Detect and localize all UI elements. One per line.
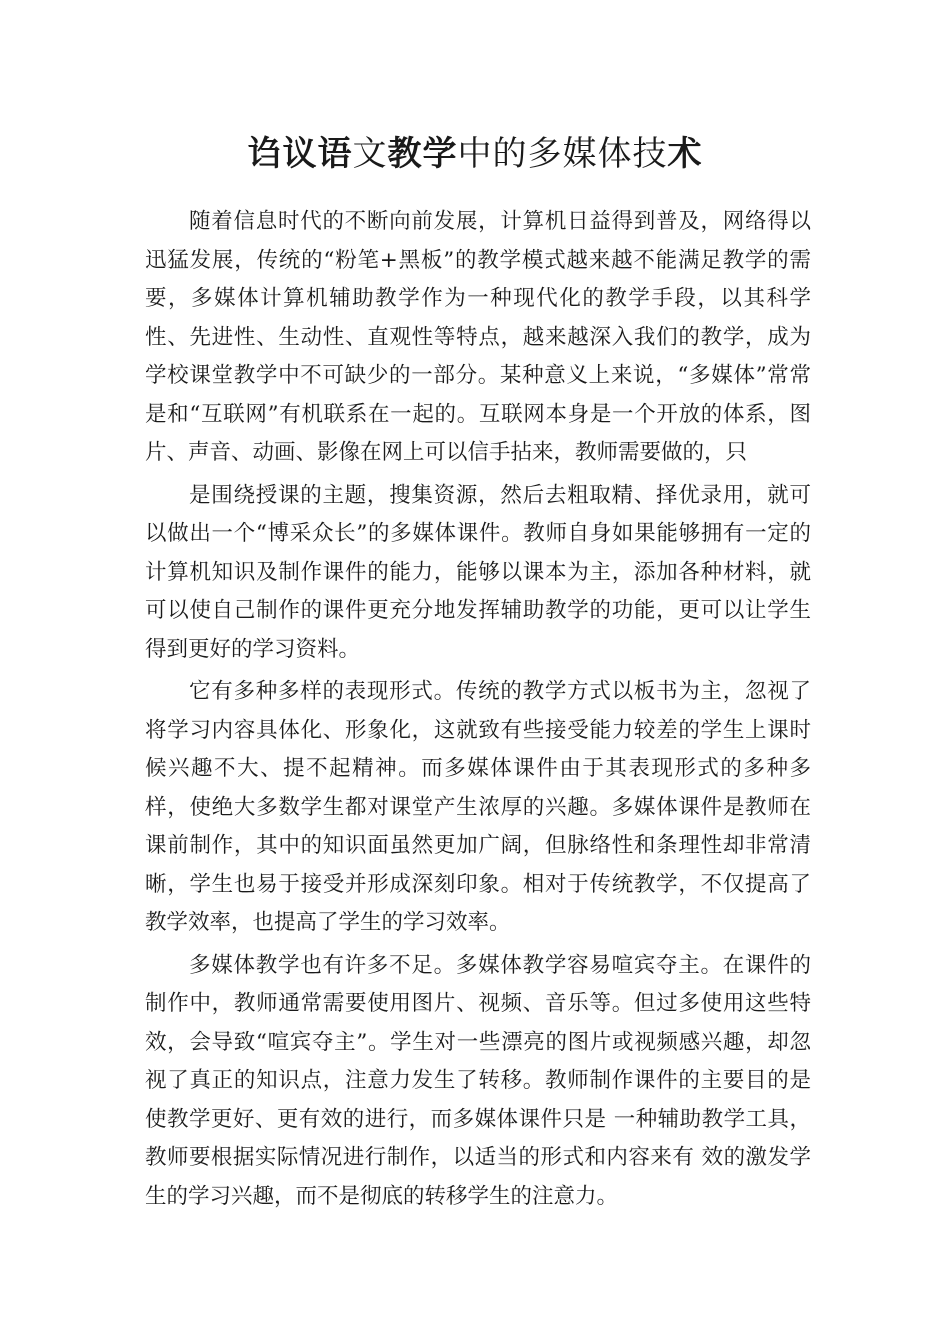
paragraph-3: 它有多种多样的表现形式。传统的教学方式以板书为主，忽视了将学习内容具体化、形象化，这就致有些接受能力较差的学生上课时候兴趣不大、提不起精神。而多媒体课件由于其表现形式的多种多样，使绝大多数学生都对课堂产生浓厚的兴趣。多媒体课件是教师在课前制作，其中的知识面虽然更加广阔，但脉络性和条理性却非常清晰，学生也易于接受并形成深刻印象。相对于传统教学，不仅提高了教学效率，也提高了学生的学习效率。 — [145, 679, 811, 935]
title-part-5: 术 — [667, 134, 703, 174]
document-body — [145, 203, 811, 1216]
paragraph-4: 多媒体教学也有许多不足。多媒体教学容易喧宾夺主。在课件的制作中，教师通常需要使用图片、视频、音乐等。但过多使用这些特效，会导致“喧宾夺主”。学生对一些漂亮的图片或视频感兴趣，却忽视了真正的知识点，注意力发生了转移。教师制作课件的主要目的是使教学更好、更有效的进行，而多媒体课件只是 一种辅助教学工具，教师要根据实际情况进行制作，以适当的形式和内容来有 效的激发学生的学习兴趣，而不是彻底的转移学生的注意力。 — [145, 952, 811, 1209]
title-part-3: 教学 — [387, 134, 458, 174]
paragraph-1: 随着信息时代的不断向前发展，计算机日益得到普及，网络得以迅猛发展，传统的“粉笔+黑板”的教学模式越来越不能满足教学的需要，多媒体计算机辅助教学作为一种现代化的教学手段，以其科学性、先进性、生动性、直观性等特点，越来越深入我们的教学，成为学校课堂教学中不可缺少的一部分。某种意义上来说，“多媒体”常常是和“互联网”有机联系在一起的。互联网本身是一个开放的体系，图片、声音、动画、影像在网上可以信手拈来，教师需要做的，只 — [145, 209, 811, 465]
title-part-1: 诌议语 — [247, 134, 353, 174]
title-part-4: 中的多媒体技 — [457, 134, 668, 174]
title-part-2: 文 — [352, 134, 388, 174]
document-title — [0, 128, 950, 180]
paragraph-2: 是围绕授课的主题，搜集资源，然后去粗取精、择优录用，就可以做出一个“博采众长”的多媒体课件。教师自身如果能够拥有一定的计算机知识及制作课件的能力，能够以课本为主，添加各种材料，就可以使自己制作的课件更充分地发挥辅助教学的功能，更可以让学生得到更好的学习资料。 — [145, 482, 811, 662]
